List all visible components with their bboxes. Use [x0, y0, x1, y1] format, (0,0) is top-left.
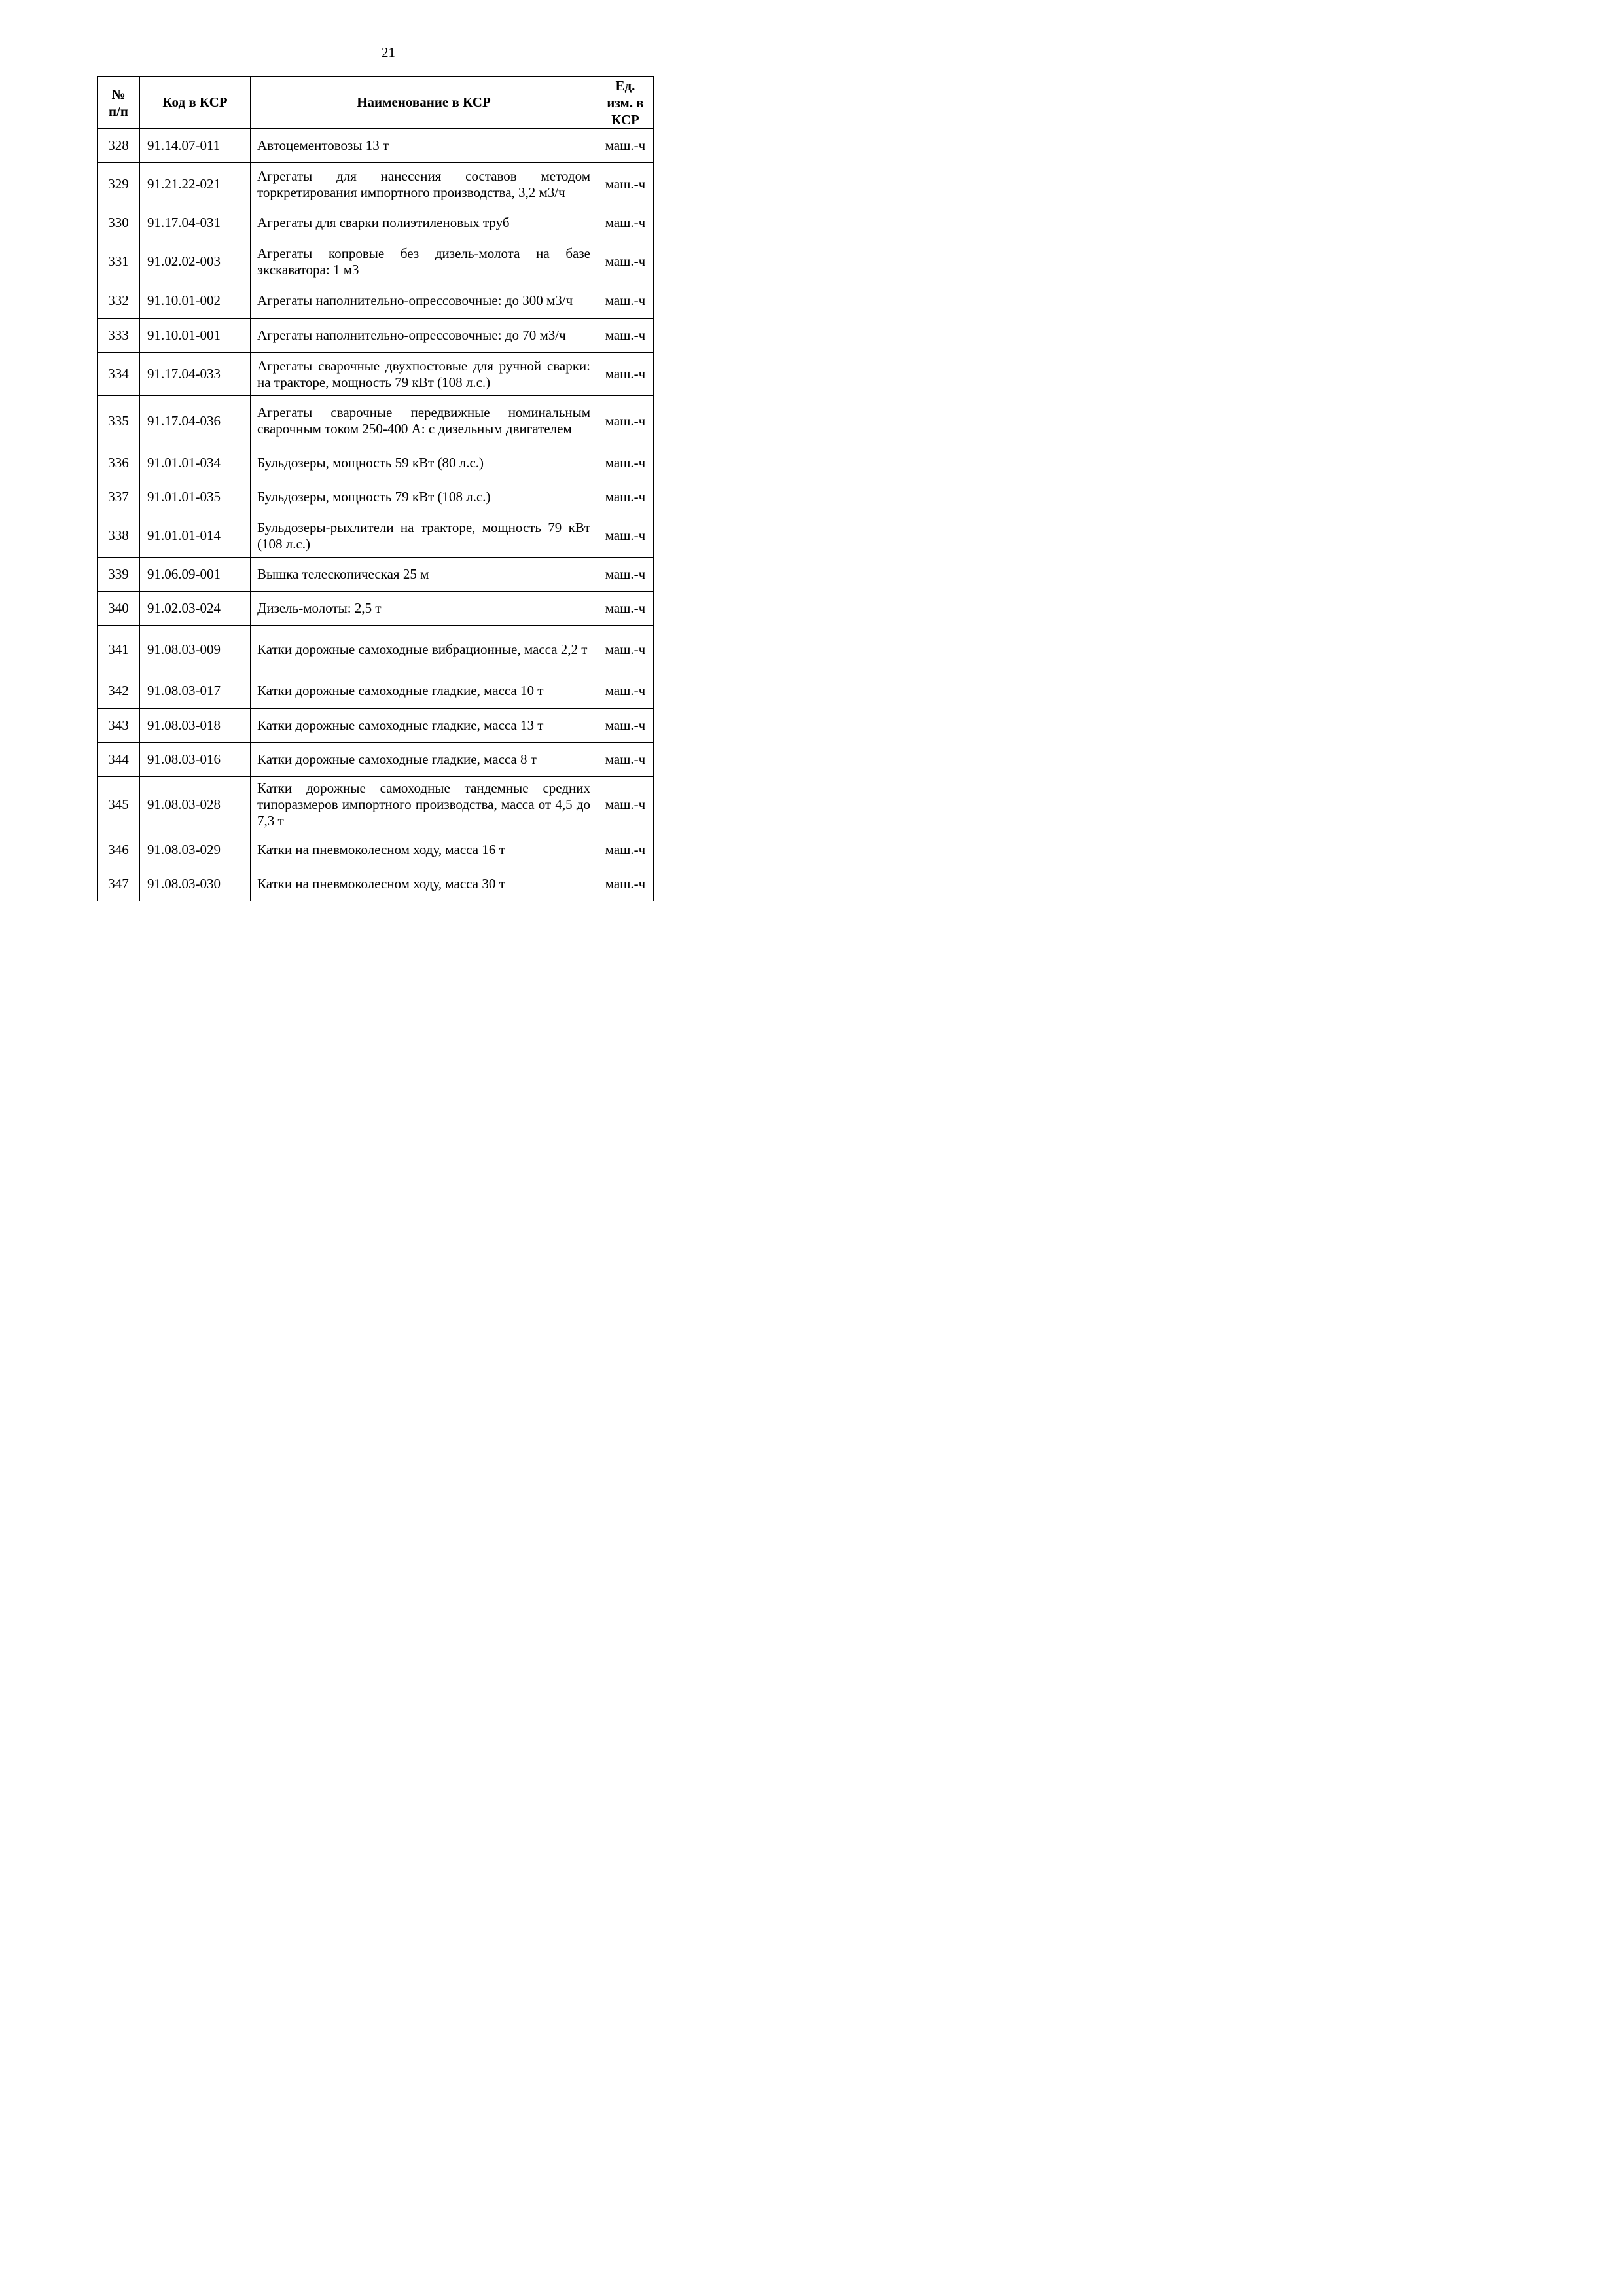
- row-unit-label: маш.-ч: [605, 751, 646, 767]
- row-number: 341: [98, 626, 140, 673]
- header-code: [140, 77, 251, 129]
- table-row: [98, 626, 654, 673]
- row-name: Вышка телескопическая 25 м: [251, 558, 597, 592]
- ksr-machines-table: [97, 76, 654, 901]
- row-unit: [597, 592, 654, 626]
- table-row: [98, 558, 654, 592]
- table-row: [98, 743, 654, 777]
- table-row: [98, 867, 654, 901]
- row-unit-label: маш.-ч: [605, 717, 646, 733]
- table-body: [98, 129, 654, 901]
- row-code: 91.02.02-003: [140, 240, 251, 283]
- row-number: 342: [98, 673, 140, 709]
- row-unit: [597, 319, 654, 353]
- row-name: Агрегаты сварочные передвижные номинальным сварочным током 250-400 А: с дизельным двигателем: [251, 396, 597, 446]
- header-unit-label: Ед. изм. в КСР: [607, 77, 644, 128]
- page-number: 21: [382, 45, 395, 60]
- row-unit-label: маш.-ч: [605, 176, 646, 192]
- row-unit: [597, 283, 654, 319]
- row-unit: [597, 514, 654, 558]
- table-row: [98, 777, 654, 833]
- row-code: 91.14.07-011: [140, 129, 251, 163]
- row-code: 91.17.04-031: [140, 206, 251, 240]
- row-code: 91.21.22-021: [140, 163, 251, 206]
- table-row: [98, 396, 654, 446]
- row-name: Бульдозеры-рыхлители на тракторе, мощность 79 кВт (108 л.с.): [251, 514, 597, 558]
- row-unit-label: маш.-ч: [605, 215, 646, 230]
- row-number: 337: [98, 480, 140, 514]
- row-code: 91.17.04-033: [140, 353, 251, 396]
- row-code: 91.06.09-001: [140, 558, 251, 592]
- row-unit: [597, 240, 654, 283]
- row-number: 332: [98, 283, 140, 319]
- row-code: 91.08.03-029: [140, 833, 251, 867]
- row-unit-label: маш.-ч: [605, 641, 646, 657]
- row-unit-label: маш.-ч: [605, 600, 646, 616]
- row-unit-label: маш.-ч: [605, 842, 646, 857]
- table-row: [98, 283, 654, 319]
- row-number: 336: [98, 446, 140, 480]
- row-unit-label: маш.-ч: [605, 489, 646, 505]
- row-unit-label: маш.-ч: [605, 293, 646, 308]
- row-number: 329: [98, 163, 140, 206]
- row-name: Агрегаты сварочные двухпостовые для ручной сварки: на тракторе, мощность 79 кВт (108 л.с.): [251, 353, 597, 396]
- row-unit: [597, 743, 654, 777]
- row-code: 91.08.03-030: [140, 867, 251, 901]
- row-code: 91.17.04-036: [140, 396, 251, 446]
- row-number: 338: [98, 514, 140, 558]
- header-code-label: Код в КСР: [162, 94, 228, 110]
- row-name: Агрегаты наполнительно-опрессовочные: до 300 м3/ч: [251, 283, 597, 319]
- row-code: 91.10.01-002: [140, 283, 251, 319]
- row-unit: [597, 777, 654, 833]
- table-row: [98, 514, 654, 558]
- row-code: 91.01.01-035: [140, 480, 251, 514]
- row-number: 346: [98, 833, 140, 867]
- row-name: Агрегаты копровые без дизель-молота на базе экскаватора: 1 м3: [251, 240, 597, 283]
- row-number: 343: [98, 709, 140, 743]
- row-number: 345: [98, 777, 140, 833]
- table-row: [98, 446, 654, 480]
- row-unit-label: маш.-ч: [605, 876, 646, 891]
- row-code: 91.02.03-024: [140, 592, 251, 626]
- table-row: [98, 592, 654, 626]
- table-header-row: [98, 77, 654, 129]
- row-name: Катки дорожные самоходные вибрационные, масса 2,2 т: [251, 626, 597, 673]
- header-name: [251, 77, 597, 129]
- row-number: 334: [98, 353, 140, 396]
- table-row: [98, 353, 654, 396]
- row-name: Катки на пневмоколесном ходу, масса 30 т: [251, 867, 597, 901]
- table-row: [98, 673, 654, 709]
- row-number: 331: [98, 240, 140, 283]
- row-code: 91.10.01-001: [140, 319, 251, 353]
- row-name: Катки дорожные самоходные тандемные средних типоразмеров импортного производства, масса от 4,5 до 7,3 т: [251, 777, 597, 833]
- header-num-label: № п/п: [108, 86, 129, 119]
- row-unit-label: маш.-ч: [605, 528, 646, 543]
- row-number: 347: [98, 867, 140, 901]
- table-row: [98, 709, 654, 743]
- row-code: 91.01.01-034: [140, 446, 251, 480]
- row-code: 91.08.03-009: [140, 626, 251, 673]
- header-unit: [597, 77, 654, 129]
- row-unit: [597, 163, 654, 206]
- row-unit: [597, 129, 654, 163]
- row-name: Катки на пневмоколесном ходу, масса 16 т: [251, 833, 597, 867]
- table-row: [98, 129, 654, 163]
- header-name-label: Наименование в КСР: [357, 94, 491, 110]
- table-row: [98, 480, 654, 514]
- row-unit: [597, 353, 654, 396]
- row-unit: [597, 558, 654, 592]
- row-code: 91.08.03-016: [140, 743, 251, 777]
- row-name: Агрегаты наполнительно-опрессовочные: до 70 м3/ч: [251, 319, 597, 353]
- row-unit: [597, 446, 654, 480]
- row-unit: [597, 833, 654, 867]
- header-num: [98, 77, 140, 129]
- row-name: Агрегаты для сварки полиэтиленовых труб: [251, 206, 597, 240]
- table-row: [98, 833, 654, 867]
- row-unit: [597, 480, 654, 514]
- table-row: [98, 319, 654, 353]
- table-row: [98, 163, 654, 206]
- table-row: [98, 240, 654, 283]
- row-number: 333: [98, 319, 140, 353]
- table-row: [98, 206, 654, 240]
- row-name: Катки дорожные самоходные гладкие, масса 8 т: [251, 743, 597, 777]
- row-unit-label: маш.-ч: [605, 137, 646, 153]
- row-unit: [597, 673, 654, 709]
- row-number: 344: [98, 743, 140, 777]
- row-name: Катки дорожные самоходные гладкие, масса 10 т: [251, 673, 597, 709]
- row-unit: [597, 626, 654, 673]
- row-name: Катки дорожные самоходные гладкие, масса 13 т: [251, 709, 597, 743]
- row-number: 340: [98, 592, 140, 626]
- row-number: 339: [98, 558, 140, 592]
- row-code: 91.08.03-017: [140, 673, 251, 709]
- row-unit-label: маш.-ч: [605, 366, 646, 382]
- row-unit: [597, 867, 654, 901]
- row-unit-label: маш.-ч: [605, 797, 646, 812]
- row-code: 91.08.03-018: [140, 709, 251, 743]
- row-unit-label: маш.-ч: [605, 327, 646, 343]
- row-unit-label: маш.-ч: [605, 253, 646, 269]
- row-name: Дизель-молоты: 2,5 т: [251, 592, 597, 626]
- row-unit: [597, 206, 654, 240]
- row-code: 91.08.03-028: [140, 777, 251, 833]
- row-unit-label: маш.-ч: [605, 683, 646, 698]
- row-unit: [597, 709, 654, 743]
- row-code: 91.01.01-014: [140, 514, 251, 558]
- row-unit-label: маш.-ч: [605, 455, 646, 471]
- row-unit: [597, 396, 654, 446]
- row-name: Бульдозеры, мощность 59 кВт (80 л.с.): [251, 446, 597, 480]
- row-number: 328: [98, 129, 140, 163]
- row-name: Бульдозеры, мощность 79 кВт (108 л.с.): [251, 480, 597, 514]
- row-unit-label: маш.-ч: [605, 412, 646, 429]
- row-name: Автоцементовозы 13 т: [251, 129, 597, 163]
- row-name: Агрегаты для нанесения составов методом торкретирования импортного производства, 3,2 м3/ч: [251, 163, 597, 206]
- row-unit-label: маш.-ч: [605, 566, 646, 582]
- row-number: 330: [98, 206, 140, 240]
- row-number: 335: [98, 396, 140, 446]
